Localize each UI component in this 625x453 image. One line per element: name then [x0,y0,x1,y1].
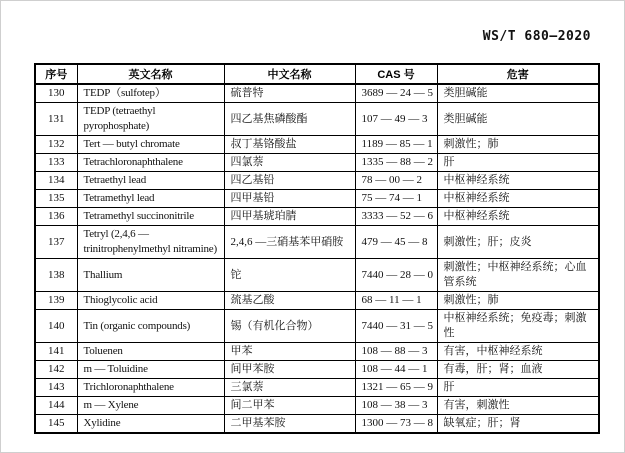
cell-english-name: Toluenen [77,343,224,361]
cell-cas-number: 108 — 44 — 1 [355,361,437,379]
cell-chinese-name: 铊 [224,259,355,292]
cell-cas-number: 3333 — 52 — 6 [355,208,437,226]
table-row [35,136,599,154]
chemicals-table [34,63,600,434]
cell-hazard: 类胆碱能 [437,84,599,103]
cell-chinese-name: 硫普特 [224,84,355,103]
cell-index: 135 [35,190,77,208]
cell-english-name: TEDP（sulfotep） [77,84,224,103]
cell-cas-number: 3689 — 24 — 5 [355,84,437,103]
cell-index: 132 [35,136,77,154]
cell-english-name: Tetryl (2,4,6 — trinitrophenylmethyl nitramine) [77,226,224,259]
table-row [35,379,599,397]
cell-chinese-name: 三氯萘 [224,379,355,397]
cell-english-name: Trichloronaphthalene [77,379,224,397]
table-row [35,84,599,103]
table-header-row [35,64,599,84]
cell-cas-number: 1300 — 73 — 8 [355,415,437,434]
cell-index: 145 [35,415,77,434]
cell-english-name: TEDP (tetraethyl pyrophosphate) [77,103,224,136]
cell-chinese-name: 四乙基铅 [224,172,355,190]
cell-cas-number: 68 — 11 — 1 [355,292,437,310]
cell-hazard: 刺激性；肺 [437,136,599,154]
cell-cas-number: 1321 — 65 — 9 [355,379,437,397]
column-header-chinese-name: 中文名称 [224,64,355,84]
column-header-hazard: 危害 [437,64,599,84]
cell-cas-number: 78 — 00 — 2 [355,172,437,190]
cell-index: 137 [35,226,77,259]
cell-hazard: 中枢神经系统 [437,208,599,226]
cell-index: 144 [35,397,77,415]
cell-cas-number: 108 — 88 — 3 [355,343,437,361]
cell-english-name: Tetramethyl lead [77,190,224,208]
cell-hazard: 有害，刺激性 [437,397,599,415]
standard-code: WS/T 680—2020 [482,29,591,44]
cell-chinese-name: 间二甲苯 [224,397,355,415]
cell-english-name: Thallium [77,259,224,292]
cell-hazard: 刺激性；中枢神经系统；心血管系统 [437,259,599,292]
cell-chinese-name: 间甲苯胺 [224,361,355,379]
table-row [35,190,599,208]
cell-hazard: 中枢神经系统；免疫毒；刺激性 [437,310,599,343]
cell-index: 139 [35,292,77,310]
table-row [35,226,599,259]
cell-hazard: 有害，中枢神经系统 [437,343,599,361]
cell-hazard: 肝 [437,154,599,172]
table-row [35,415,599,434]
cell-cas-number: 7440 — 31 — 5 [355,310,437,343]
cell-cas-number: 107 — 49 — 3 [355,103,437,136]
cell-index: 140 [35,310,77,343]
column-header-cas-number: CAS 号 [355,64,437,84]
cell-english-name: m — Toluidine [77,361,224,379]
cell-cas-number: 75 — 74 — 1 [355,190,437,208]
cell-chinese-name: 四甲基铅 [224,190,355,208]
cell-index: 134 [35,172,77,190]
cell-english-name: Tin (organic compounds) [77,310,224,343]
table-body [35,84,599,433]
cell-chinese-name: 锡（有机化合物） [224,310,355,343]
cell-chinese-name: 甲苯 [224,343,355,361]
table-row [35,343,599,361]
cell-index: 141 [35,343,77,361]
column-header-english-name: 英文名称 [77,64,224,84]
cell-cas-number: 1335 — 88 — 2 [355,154,437,172]
table-row [35,259,599,292]
cell-index: 130 [35,84,77,103]
cell-hazard: 中枢神经系统 [437,190,599,208]
cell-hazard: 有毒，肝；肾；血液 [437,361,599,379]
cell-index: 138 [35,259,77,292]
cell-index: 142 [35,361,77,379]
cell-chinese-name: 四氯萘 [224,154,355,172]
cell-index: 143 [35,379,77,397]
cell-hazard: 缺氧症；肝；肾 [437,415,599,434]
table-row [35,397,599,415]
column-header-index: 序号 [35,64,77,84]
table-row [35,172,599,190]
cell-chinese-name: 2,4,6 —三硝基苯甲硝胺 [224,226,355,259]
table-row [35,103,599,136]
cell-hazard: 刺激性；肺 [437,292,599,310]
cell-english-name: Tert — butyl chromate [77,136,224,154]
cell-english-name: Thioglycolic acid [77,292,224,310]
cell-english-name: m — Xylene [77,397,224,415]
cell-english-name: Tetrachloronaphthalene [77,154,224,172]
cell-english-name: Tetraethyl lead [77,172,224,190]
table-row [35,154,599,172]
cell-chinese-name: 叔丁基铬酸盐 [224,136,355,154]
cell-hazard: 中枢神经系统 [437,172,599,190]
cell-index: 133 [35,154,77,172]
table-row [35,361,599,379]
table-row [35,292,599,310]
cell-index: 136 [35,208,77,226]
table-row [35,208,599,226]
cell-english-name: Tetramethyl succinonitrile [77,208,224,226]
cell-chinese-name: 四甲基琥珀腈 [224,208,355,226]
cell-cas-number: 1189 — 85 — 1 [355,136,437,154]
cell-cas-number: 479 — 45 — 8 [355,226,437,259]
table-row [35,310,599,343]
cell-english-name: Xylidine [77,415,224,434]
cell-chinese-name: 四乙基焦磷酸酯 [224,103,355,136]
cell-cas-number: 7440 — 28 — 0 [355,259,437,292]
cell-chinese-name: 二甲基苯胺 [224,415,355,434]
cell-hazard: 肝 [437,379,599,397]
cell-index: 131 [35,103,77,136]
cell-hazard: 刺激性；肝；皮炎 [437,226,599,259]
cell-cas-number: 108 — 38 — 3 [355,397,437,415]
cell-chinese-name: 巯基乙酸 [224,292,355,310]
cell-hazard: 类胆碱能 [437,103,599,136]
